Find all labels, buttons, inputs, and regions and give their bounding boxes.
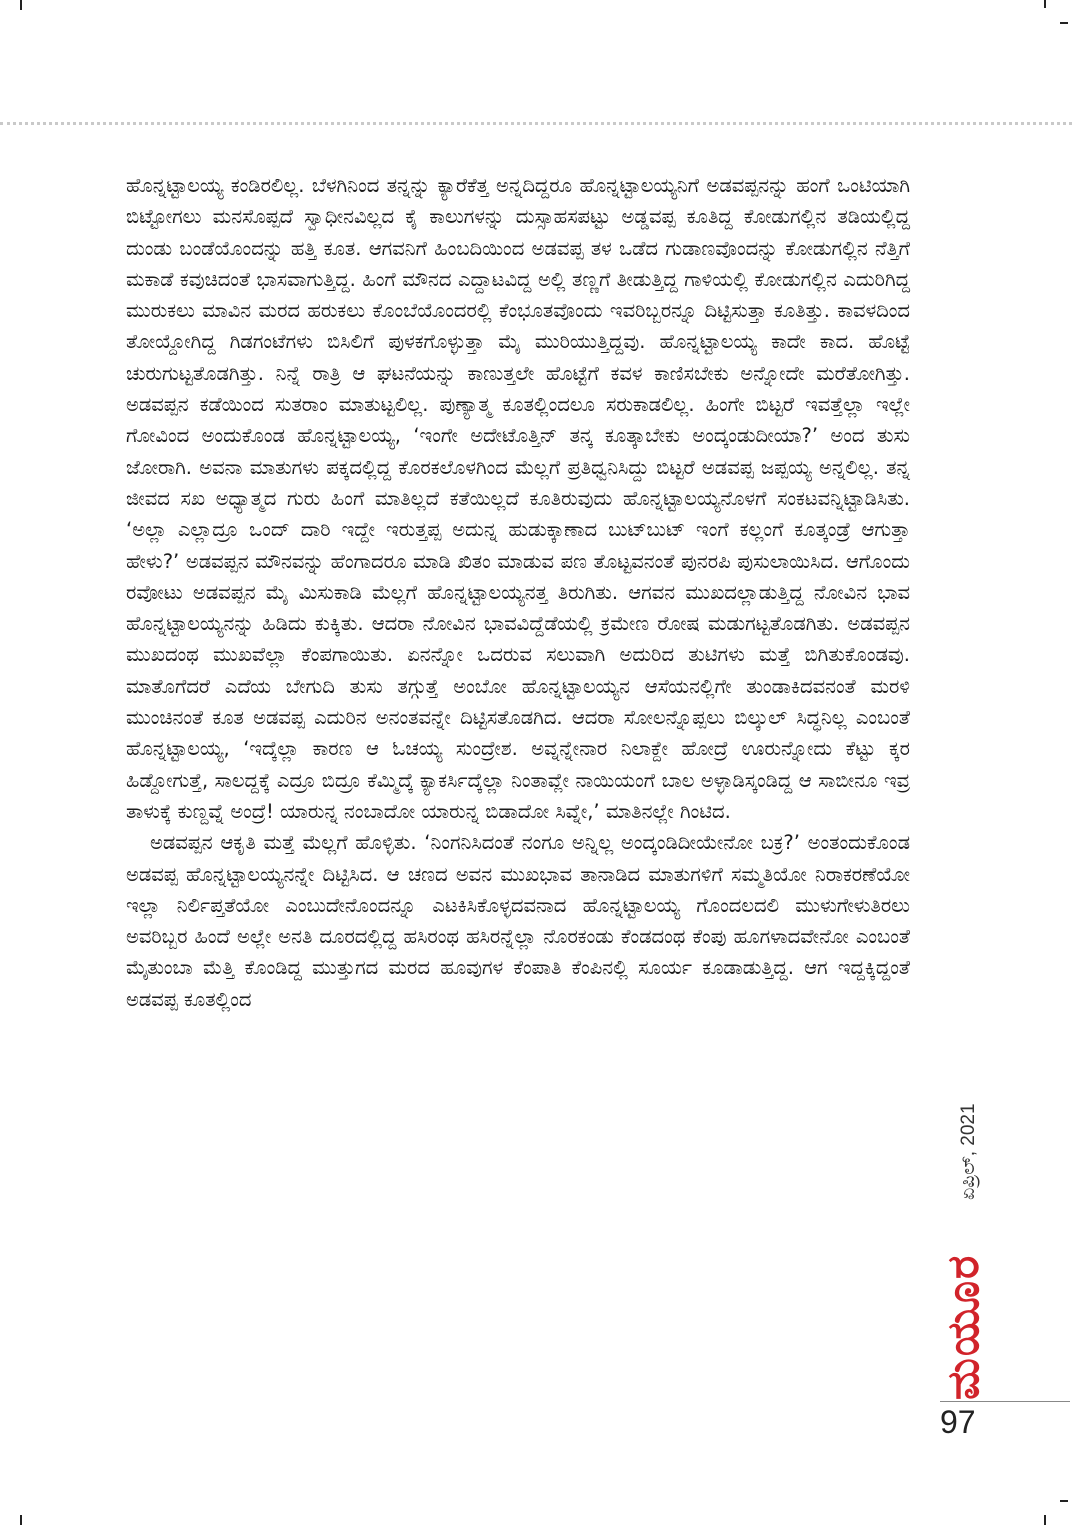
margin-footer: [918, 1100, 1068, 1445]
magazine-logo: ಮಯೂರ: [938, 1253, 989, 1400]
story-body: [126, 170, 910, 1015]
crop-mark-top-left: [20, 0, 22, 10]
crop-mark-right-bottom: [1060, 1500, 1068, 1502]
crop-mark-right-top: [1060, 22, 1068, 24]
folio-rule: [940, 1401, 1070, 1402]
crop-mark-bottom-right: [1044, 1515, 1046, 1525]
header-dotted-rule: [0, 122, 1072, 125]
crop-mark-bottom-left: [20, 1515, 22, 1525]
paragraph-1: ಹೊನ್ನಟ್ಟಾಲಯ್ಯ ಕಂಡಿರಲಿಲ್ಲ. ಬೆಳಗಿನಿಂದ ತನ್ನನ್ನು ಕ್ಯಾರೆಕೆತ್ತ ಅನ್ನದಿದ್ದರೂ ಹೊನ್ನಟ್ಟಾಲಯ್ಯನಿಗೆ ಅಡವಪ್ಪನನ್ನು ಹಂಗೆ ಒಂಟಿಯಾಗಿ ಬಿಟ್ಟೋಗಲು ಮನಸೊಪ್ಪದೆ ಸ್ವಾಧೀನವಿಲ್ಲದ ಕೈ ಕಾಲುಗಳನ್ನು ದುಸ್ಸಾಹಸಪಟ್ಟು ಅಡ್ಡವಪ್ಪ ಕೂತಿದ್ದ ಕೋಡುಗಲ್ಲಿನ ತಡಿಯಲ್ಲಿದ್ದ ದುಂಡು ಬಂಡೆಯೊಂದನ್ನು ಹತ್ತಿ ಕೂತ. ಆಗವನಿಗೆ ಹಿಂಬದಿಯಿಂದ ಅಡವಪ್ಪ ತಳ ಒಡೆದ ಗುಡಾಣವೊಂದನ್ನು ಕೋಡುಗಲ್ಲಿನ ನೆತ್ತಿಗೆ ಮಕಾಡೆ ಕವುಚಿದಂತೆ ಭಾಸವಾಗುತ್ತಿದ್ದ. ಹಿಂಗೆ ಮೌನದ ಎದ್ದಾಟವಿದ್ದ ಅಲ್ಲಿ ತಣ್ಣಗೆ ತೀಡುತ್ತಿದ್ದ ಗಾಳಿಯಲ್ಲಿ ಕೋಡುಗಲ್ಲಿನ ಎದುರಿಗಿದ್ದ ಮುರುಕಲು ಮಾವಿನ ಮರದ ಹರುಕಲು ಕೊಂಬೆಯೊಂದರಲ್ಲಿ ಕೆಂಭೂತವೊಂದು ಇವರಿಬ್ಬರನ್ನೂ ದಿಟ್ಟಿಸುತ್ತಾ ಕೂತಿತ್ತು. ಕಾವಳದಿಂದ ತೋಯ್ದೋಗಿದ್ದ ಗಿಡಗಂಟೆಗಳು ಬಿಸಿಲಿಗೆ ಪುಳಕಗೊಳ್ಳುತ್ತಾ ಮೈ ಮುರಿಯುತ್ತಿದ್ದವು. ಹೊನ್ನಟ್ಟಾಲಯ್ಯ ಕಾದೇ ಕಾದ. ಹೊಟ್ಟೆ ಚುರುಗುಟ್ಟತೊಡಗಿತ್ತು. ನಿನ್ನೆ ರಾತ್ರಿ ಆ ಘಟನೆಯನ್ನು ಕಾಣುತ್ತಲೇ ಹೊಟ್ಟೆಗೆ ಕವಳ ಕಾಣಿಸಬೇಕು ಅನ್ನೋದೇ ಮರೆತೋಗಿತ್ತು. ಅಡವಪ್ಪನ ಕಡೆಯಿಂದ ಸುತರಾಂ ಮಾತುಟ್ಟಲಿಲ್ಲ. ಪುಣ್ಯಾತ್ಮ ಕೂತಲ್ಲಿಂದಲೂ ಸರುಕಾಡಲಿಲ್ಲ. ಹಿಂಗೇ ಬಿಟ್ಟರೆ ಇವತ್ತೆಲ್ಲಾ ಇಲ್ಲೇ ಗೋವಿಂದ ಅಂದುಕೊಂಡ ಹೊನ್ನಟ್ಟಾಲಯ್ಯ, ‘ಇಂಗೇ ಅದೇಟೊತ್ತಿನ್ ತನ್ಕ ಕೂತ್ಕಾಬೇಕು ಅಂದ್ಕಂಡುದೀಯಾ?’ ಅಂದ ತುಸು ಜೋರಾಗಿ. ಅವನಾ ಮಾತುಗಳು ಪಕ್ಕದಲ್ಲಿದ್ದ ಕೊರಕಲೊಳಗಿಂದ ಮೆಲ್ಲಗೆ ಪ್ರತಿಧ್ವನಿಸಿದ್ದು ಬಿಟ್ಟರೆ ಅಡವಪ್ಪ ಜಪ್ಪಯ್ಯ ಅನ್ನಲಿಲ್ಲ. ತನ್ನ ಜೀವದ ಸಖ ಅಧ್ಯಾತ್ಮದ ಗುರು ಹಿಂಗೆ ಮಾತಿಲ್ಲದೆ ಕತೆಯಿಲ್ಲದೆ ಕೂತಿರುವುದು ಹೊನ್ನಟ್ಟಾಲಯ್ಯನೊಳಗೆ ಸಂಕಟವನ್ನಿಟ್ಟಾಡಿಸಿತು. ‘ಅಲ್ಲಾ ಎಲ್ಲಾದ್ರೂ ಒಂದ್ ದಾರಿ ಇದ್ದೇ ಇರುತ್ತಪ್ಪ ಅದುನ್ನ ಹುಡುಕ್ಕಾಣಾದ ಬುಟ್‌ಬುಟ್ ಇಂಗೆ ಕಲ್ಲಂಗೆ ಕೂತ್ಕಂಡ್ರೆ ಆಗುತ್ತಾ ಹೇಳು?’ ಅಡವಪ್ಪನ ಮೌನವನ್ನು ಹೆಂಗಾದರೂ ಮಾಡಿ ಖಿತಂ ಮಾಡುವ ಪಣ ತೊಟ್ಟವನಂತೆ ಪುನರಪಿ ಪುಸುಲಾಯಿಸಿದ. ಆಗೊಂದು ರವೋಟು ಅಡವಪ್ಪನ ಮೈ ಮಿಸುಕಾಡಿ ಮೆಲ್ಲಗೆ ಹೊನ್ನಟ್ಟಾಲಯ್ಯನತ್ತ ತಿರುಗಿತು. ಆಗವನ ಮುಖದಲ್ಲಾಡುತ್ತಿದ್ದ ನೋವಿನ ಭಾವ ಹೊನ್ನಟ್ಟಾಲಯ್ಯನನ್ನು ಹಿಡಿದು ಕುಕ್ಕಿತು. ಆದರಾ ನೋವಿನ ಭಾವವಿದ್ದೆಡೆಯಲ್ಲಿ ಕ್ರಮೇಣ ರೋಷ ಮಡುಗಟ್ಟತೊಡಗಿತು. ಅಡವಪ್ಪನ ಮುಖದಂಥ ಮುಖವೆಲ್ಲಾ ಕೆಂಪಗಾಯಿತು. ಏನನ್ನೋ ಒದರುವ ಸಲುವಾಗಿ ಅದುರಿದ ತುಟಿಗಳು ಮತ್ತೆ ಬಿಗಿತುಕೊಂಡವು. ಮಾತೊಗೆದರೆ ಎದೆಯ ಬೇಗುದಿ ತುಸು ತಗ್ಗುತ್ತೆ ಅಂಬೋ ಹೊನ್ನಟ್ಟಾಲಯ್ಯನ ಆಸೆಯನಲ್ಲಿಗೇ ತುಂಡಾಕಿದವನಂತೆ ಮರಳಿ ಮುಂಚಿನಂತೆ ಕೂತ ಅಡವಪ್ಪ ಎದುರಿನ ಅನಂತವನ್ನೇ ದಿಟ್ಟಿಸತೊಡಗಿದ. ಆದರಾ ಸೋಲನ್ನೊಪ್ಪಲು ಬಿಲ್ಕುಲ್ ಸಿದ್ಧನಿಲ್ಲ ಎಂಬಂತೆ ಹೊನ್ನಟ್ಟಾಲಯ್ಯ, ‘ಇದ್ಕೆಲ್ಲಾ ಕಾರಣ ಆ ಓಚಯ್ಯ ಸುಂದ್ರೇಶ. ಅವ್ನನ್ನೇನಾರ ನಿಲಾಕ್ದೇ ಹೋದ್ರೆ ಊರುನ್ನೋದು ಕೆಟ್ಟು ಕ್ಕರ ಹಿಡ್ದೋಗುತ್ತೆ, ಸಾಲದ್ದಕ್ಕೆ ಎದ್ರೂ ಬಿದ್ರೂ ಕೆಮ್ಮಿದ್ಕೆ ಕ್ಯಾಕರ್ಸಿದ್ಕೆಲ್ಲಾ ನಿಂತಾವ್ಲೇ ನಾಯಿಯಂಗೆ ಬಾಲ ಅಳ್ಳಾಡಿಸ್ಕಂಡಿದ್ದ ಆ ಸಾಬೀನೂ ಇವ್ರ ತಾಳುಕ್ಕೆ ಕುಣ್ದವ್ನೆ ಅಂದ್ರೆ! ಯಾರುನ್ನ ನಂಬಾದೋ ಯಾರುನ್ನ ಬಿಡಾದೋ ಸಿವ್ನೇ,’ ಮಾತಿನಲ್ಲೇ ಗಿಂಟಿದ.: [126, 174, 910, 823]
issue-date: ಏಪ್ರಿಲ್, 2021: [958, 1103, 979, 1200]
crop-mark-top-right: [1044, 0, 1046, 8]
page-number: 97: [940, 1404, 976, 1440]
paragraph-2: ಅಡವಪ್ಪನ ಆಕೃತಿ ಮತ್ತೆ ಮೆಲ್ಲಗೆ ಹೊಳ್ಳಿತು. ‘ನಿಂಗನಿಸಿದಂತೆ ನಂಗೂ ಅನ್ನಿಲ್ಲ ಅಂದ್ಕಂಡಿದೀಯೇನೋ ಬಕ್ರ?’ ಅಂತಂದುಕೊಂಡ ಅಡವಪ್ಪ ಹೊನ್ನಟ್ಟಾಲಯ್ಯನನ್ನೇ ದಿಟ್ಟಿಸಿದ. ಆ ಚಣದ ಅವನ ಮುಖಭಾವ ತಾನಾಡಿದ ಮಾತುಗಳಿಗೆ ಸಮ್ಮತಿಯೋ ನಿರಾಕರಣೆಯೋ ಇಲ್ಲಾ ನಿರ್ಲಿಪ್ತತೆಯೋ ಎಂಬುದೇನೊಂದನ್ನೂ ಎಟಕಿಸಿಕೊಳ್ಳದವನಾದ ಹೊನ್ನಟ್ಟಾಲಯ್ಯ ಗೊಂದಲದಲಿ ಮುಳುಗೇಳುತಿರಲು ಅವರಿಬ್ಬರ ಹಿಂದೆ ಅಲ್ಲೇ ಅನತಿ ದೂರದಲ್ಲಿದ್ದ ಹಸಿರಂಥ ಹಸಿರನ್ನೆಲ್ಲಾ ನೊರಕಂಡು ಕೆಂಡದಂಥ ಕೆಂಪು ಹೂಗಳಾದವೇನೋ ಎಂಬಂತೆ ಮೈತುಂಬಾ ಮೆತ್ತಿ ಕೊಂಡಿದ್ದ ಮುತ್ತುಗದ ಮರದ ಹೂವುಗಳ ಕೆಂಪಾತಿ ಕೆಂಪಿನಲ್ಲಿ ಸೂರ್ಯ ಕೂಡಾಡುತ್ತಿದ್ದ. ಆಗ ಇದ್ದಕ್ಕಿದ್ದಂತೆ ಅಡವಪ್ಪ ಕೂತಲ್ಲಿಂದ: [126, 831, 910, 1011]
